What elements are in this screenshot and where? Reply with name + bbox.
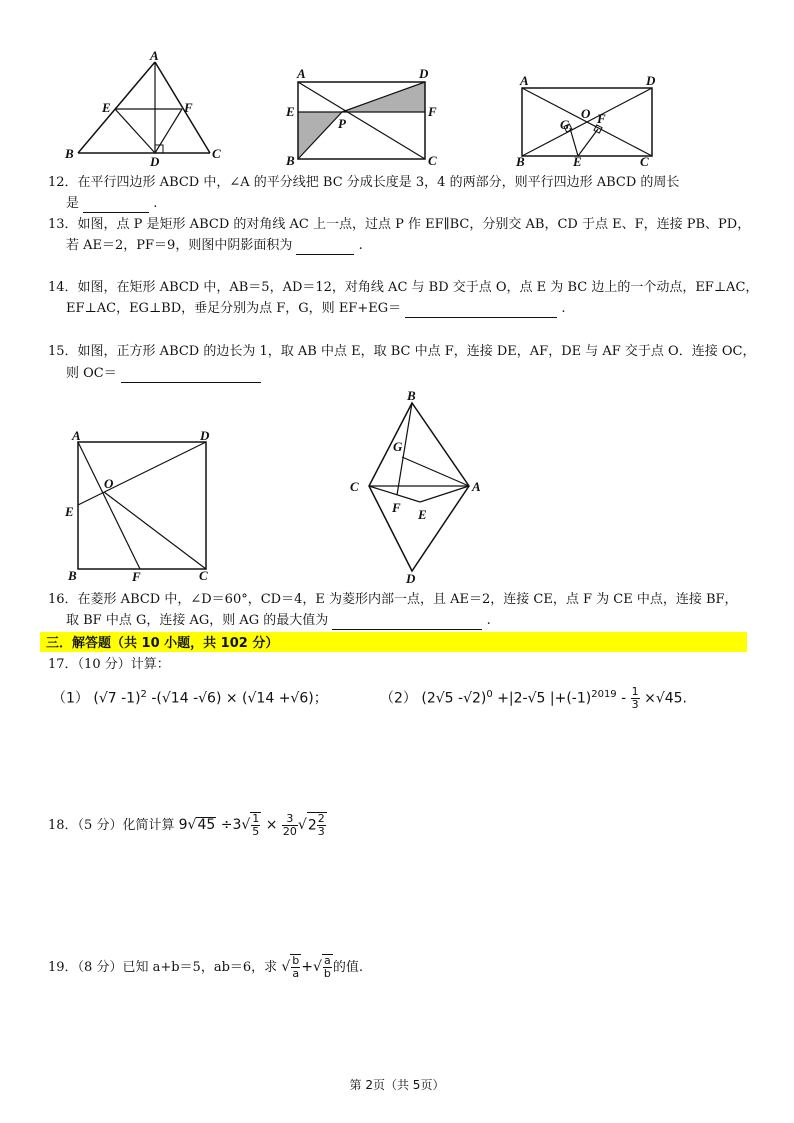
label-c: C [640, 154, 649, 169]
q19-suffix: 的值. [332, 960, 363, 975]
question-13-line-1: 13．如图，点 P 是矩形 ABCD 的对角线 AC 上一点，过点 P 作 EF∥BC，分别交 AB，CD 于点 E、F，连接 PB、PD， [48, 217, 751, 232]
label-p: P [338, 116, 346, 131]
q16-answer-blank[interactable] [332, 615, 482, 630]
q17-part2-exp0: 0 [486, 689, 493, 700]
q19-plus: + [301, 959, 313, 975]
frac-num: 1 [252, 812, 260, 825]
question-12-line-2 [66, 195, 157, 213]
q19-frac-2 [322, 954, 333, 980]
question-15-line-2 [66, 365, 261, 383]
frac-den: 3 [631, 698, 639, 712]
section-3-title: 三．解答题（共 10 小题，共 102 分） [46, 636, 279, 651]
section-3-header [40, 632, 747, 652]
label-f: F [132, 569, 141, 584]
q17-part1-exp: 2 [140, 689, 147, 700]
q18-coef: 9 [178, 817, 188, 833]
q17-part2-tail: ×√45. [644, 690, 688, 707]
q12-suffix: . [153, 196, 158, 211]
label-b: B [65, 146, 74, 161]
question-14-line-1: 14．如图，在矩形 ABCD 中，AB＝5，AD＝12，对角线 AC 与 BD 交于点 O，点 E 为 BC 边上的一个动点，EF⊥AC， [48, 280, 759, 295]
page-footer: 第 2页（共 5页） [349, 1078, 445, 1092]
label-o: O [581, 106, 591, 121]
q17-part2-minus: - [621, 690, 627, 707]
q17-part1-label: （1） [52, 690, 89, 707]
q13-suffix: . [358, 238, 363, 253]
question-12-line-1: 12．在平行四边形 ABCD 中，∠A 的平分线把 BC 分成长度是 3，4 的两部分，则平行四边形 ABCD 的周长 [48, 175, 680, 190]
frac-den: 5 [252, 825, 260, 838]
q19-frac-1 [290, 954, 301, 980]
label-a: A [72, 428, 81, 443]
frac-den: 3 [317, 824, 325, 838]
q18-whole: 2 [307, 817, 317, 833]
label-e: E [286, 104, 295, 119]
figure-rectangle-o [508, 70, 668, 170]
label-f: F [597, 111, 606, 126]
question-15-line-1: 15．如图，正方形 ABCD 的边长为 1，取 AB 中点 E，取 BC 中点 F，连接 DE，AF，DE 与 AF 交于点 O．连接 OC， [48, 344, 756, 359]
q18-prefix: 18．（5 分）化简计算 [48, 818, 175, 833]
question-16-line-1: 16．在菱形 ABCD 中，∠D＝60°，CD＝4，E 为菱形内部一点，且 AE＝2，连接 CE，点 F 为 CE 中点，连接 BF， [48, 592, 738, 607]
q12-answer-blank[interactable] [83, 198, 149, 213]
q15-prefix: 则 OC＝ [66, 366, 117, 381]
frac-num: 3 [282, 813, 298, 826]
question-17-part-1 [52, 686, 328, 708]
q17-part1-base: (√7 -1) [93, 690, 141, 707]
label-c: C [428, 153, 437, 168]
frac-num: 1 [631, 685, 639, 699]
frac-den: b [323, 967, 331, 980]
label-d: D [419, 66, 429, 81]
label-b: B [407, 388, 416, 403]
label-e: E [573, 154, 582, 169]
frac-den: 20 [282, 824, 297, 838]
label-g: G [560, 117, 570, 132]
q14-prefix: EF⊥AC，EG⊥BD，垂足分别为点 F，G，则 EF+EG＝ [66, 301, 402, 316]
label-e: E [102, 100, 111, 115]
q17-part2-label: （2） [380, 690, 417, 707]
label-b: B [286, 153, 295, 168]
q12-prefix: 是 [66, 196, 80, 211]
question-14-line-2 [66, 300, 566, 318]
q14-suffix: . [561, 301, 566, 316]
q17-part2-fraction [631, 686, 640, 711]
label-c: C [212, 146, 221, 161]
label-g: G [393, 439, 403, 454]
q19-prefix: 19．（8 分）已知 a+b＝5，ab＝6，求 [48, 960, 278, 975]
label-b: B [68, 568, 77, 583]
figure-triangle-abc [60, 50, 230, 168]
label-e: E [65, 504, 74, 519]
q17-part2-abs: +|2-√5 |+(-1) [497, 690, 592, 707]
figure-square-abcd [60, 428, 230, 588]
figure-rhombus-abcd [345, 385, 495, 585]
frac-num: b [292, 954, 300, 967]
frac-num: a [323, 954, 331, 967]
q18-expression: 9√45 ÷3√ $\frac{1}{5}$ × $\frac{3}{20}$ √2 $\frac{2}{3}$ [178, 811, 325, 838]
label-f: F [428, 104, 437, 119]
label-a: A [150, 48, 159, 63]
q18-frac-1 [250, 812, 261, 838]
q17-part1-rest: -(√14 -√6) × (√14 +√6)； [151, 690, 328, 707]
question-18 [48, 810, 327, 841]
question-17-part-2 [380, 686, 687, 711]
label-d: D [200, 428, 210, 443]
q13-answer-blank[interactable] [296, 240, 354, 255]
q16-prefix: 取 BF 中点 G，连接 AG，则 AG 的最大值为 [66, 613, 329, 628]
label-a: A [472, 479, 481, 494]
q14-answer-blank[interactable] [405, 303, 557, 318]
label-d: D [646, 73, 656, 88]
q17-part2-base: (2√5 -√2) [421, 690, 487, 707]
q15-answer-blank[interactable] [121, 368, 261, 383]
figure-rectangle-p [280, 62, 450, 168]
q18-radicand-3 [307, 812, 327, 838]
question-13-line-2 [66, 237, 363, 255]
q18-op1: ÷3 [220, 817, 242, 833]
label-c: C [350, 479, 359, 494]
label-o: O [104, 476, 114, 491]
frac-num: 2 [317, 811, 325, 825]
label-d: D [150, 154, 160, 169]
question-16-line-2 [66, 612, 491, 630]
q16-suffix: . [486, 613, 491, 628]
q18-radicand-1: 45 [197, 817, 216, 833]
label-f: F [184, 100, 193, 115]
question-17-title: 17．（10 分）计算： [48, 657, 170, 672]
q18-frac-3 [317, 813, 326, 838]
label-f: F [392, 500, 401, 515]
q19-expression: √ $\frac{b}{a}$ +√ $\frac{a}{b}$ [281, 954, 331, 980]
label-b: B [516, 154, 525, 169]
q13-prefix: 若 AE＝2，PF＝9，则图中阴影面积为 [66, 238, 293, 253]
label-a: A [297, 66, 306, 81]
frac-den: a [292, 967, 300, 980]
q18-frac-2 [282, 813, 298, 838]
label-a: A [520, 73, 529, 88]
q18-op2: × [265, 817, 278, 833]
label-c: C [199, 568, 208, 583]
q17-part2-exp: 2019 [591, 689, 617, 700]
question-19 [48, 952, 363, 983]
label-e: E [418, 507, 427, 522]
label-d: D [406, 571, 416, 586]
